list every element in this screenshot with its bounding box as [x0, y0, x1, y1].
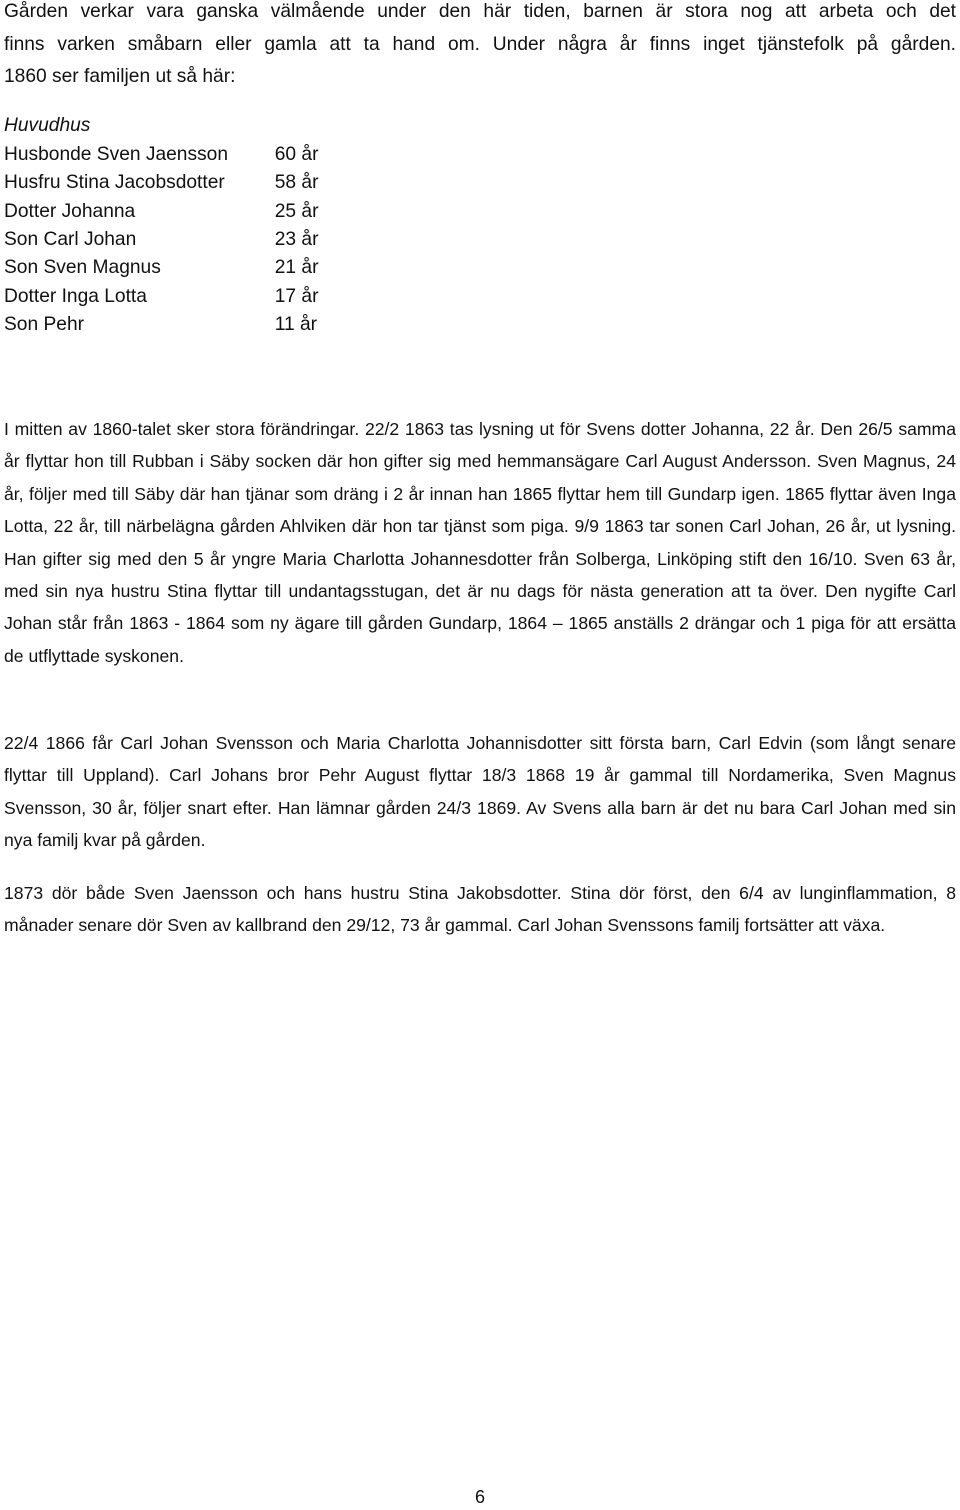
household-member-name: Son Pehr	[4, 313, 85, 335]
household-member-name: Husbonde Sven Jaensson	[4, 144, 229, 166]
household-member-row	[4, 311, 334, 339]
household-member-name: Husfru Stina Jacobsdotter	[4, 172, 225, 194]
household-member-name: Dotter Inga Lotta	[4, 285, 147, 307]
household-member-age: 60 år	[274, 144, 319, 166]
household-member-age: 58 år	[274, 172, 319, 194]
intro-line: finns varken småbarn eller gamla att ta hand om. Under några år finns inget tjänstefolk på gården.	[4, 33, 956, 55]
body-paragraph-3: 1873 dör både Sven Jaensson och hans hustru Stina Jakobsdotter. Stina dör först, den 6/4 av lunginflammation, 8 månader senare dör Sven av kallbrand den 29/12, 73 år gammal. Carl Johan Svenssons familj fortsätter att växa.	[4, 883, 956, 936]
household-member-name: Son Carl Johan	[4, 229, 137, 251]
household-member-row	[4, 282, 334, 310]
body-paragraph-1: I mitten av 1860-talet sker stora förändringar. 22/2 1863 tas lysning ut för Svens dotter Johanna, 22 år. Den 26/5 samma år flyttar hon till Rubban i Säby socken där hon gifter sig med hemmansägare Carl August Andersson. Sven Magnus, 24 år, följer med till Säby där han tjänar som dräng i 2 år innan han 1865 flyttar hem till Gundarp igen. 1865 flyttar även Inga Lotta, 22 år, till närbelägna gården Ahlviken där hon tar tjänst som piga. 9/9 1863 tar sonen Carl Johan, 26 år, ut lysning. Han gifter sig med den 5 år yngre Maria Charlotta Johannesdotter från Solberga, Linköping stift den 16/10. Sven 63 år, med sin nya hustru Stina flyttar till undantagsstugan, det är nu dags för nästa generation att ta över. Den nygifte Carl Johan står från 1863 - 1864 som ny ägare till gården Gundarp, 1864 – 1865 anställs 2 drängar och 1 piga för att ersätta de utflyttade syskonen.	[4, 419, 956, 666]
body-paragraph-2: 22/4 1866 får Carl Johan Svensson och Maria Charlotta Johannisdotter sitt första barn, Carl Edvin (som långt senare flyttar till Uppland). Carl Johans bror Pehr August flyttar 18/3 1868 19 år gammal till Nordamerika, Sven Magnus Svensson, 30 år, följer snart efter. Han lämnar gården 24/3 1869. Av Svens alla barn är det nu bara Carl Johan med sin nya familj kvar på gården.	[4, 733, 956, 851]
household-member-age: 25 år	[274, 200, 319, 222]
page-number: 6	[474, 1487, 485, 1507]
household-member-row	[4, 141, 334, 169]
intro-line: 1860 ser familjen ut så här:	[4, 66, 236, 87]
household-member-age: 11 år	[274, 313, 318, 335]
household-member-row	[4, 226, 334, 254]
household-member-name: Son Sven Magnus	[4, 257, 161, 279]
household-member-row	[4, 254, 334, 282]
intro-line: Gården verkar vara ganska välmående under den här tiden, barnen är stora nog att arbeta och det	[4, 1, 956, 22]
household-member-age: 17 år	[274, 285, 319, 307]
household-member-name: Dotter Johanna	[4, 200, 136, 222]
household-member-row	[4, 198, 334, 226]
intro-text	[4, 0, 956, 94]
household-member-age: 21 år	[274, 257, 319, 279]
household-heading: Huvudhus	[4, 115, 91, 136]
household-member-age: 23 år	[274, 229, 319, 251]
household-member-row	[4, 169, 334, 197]
household-list	[4, 141, 334, 339]
